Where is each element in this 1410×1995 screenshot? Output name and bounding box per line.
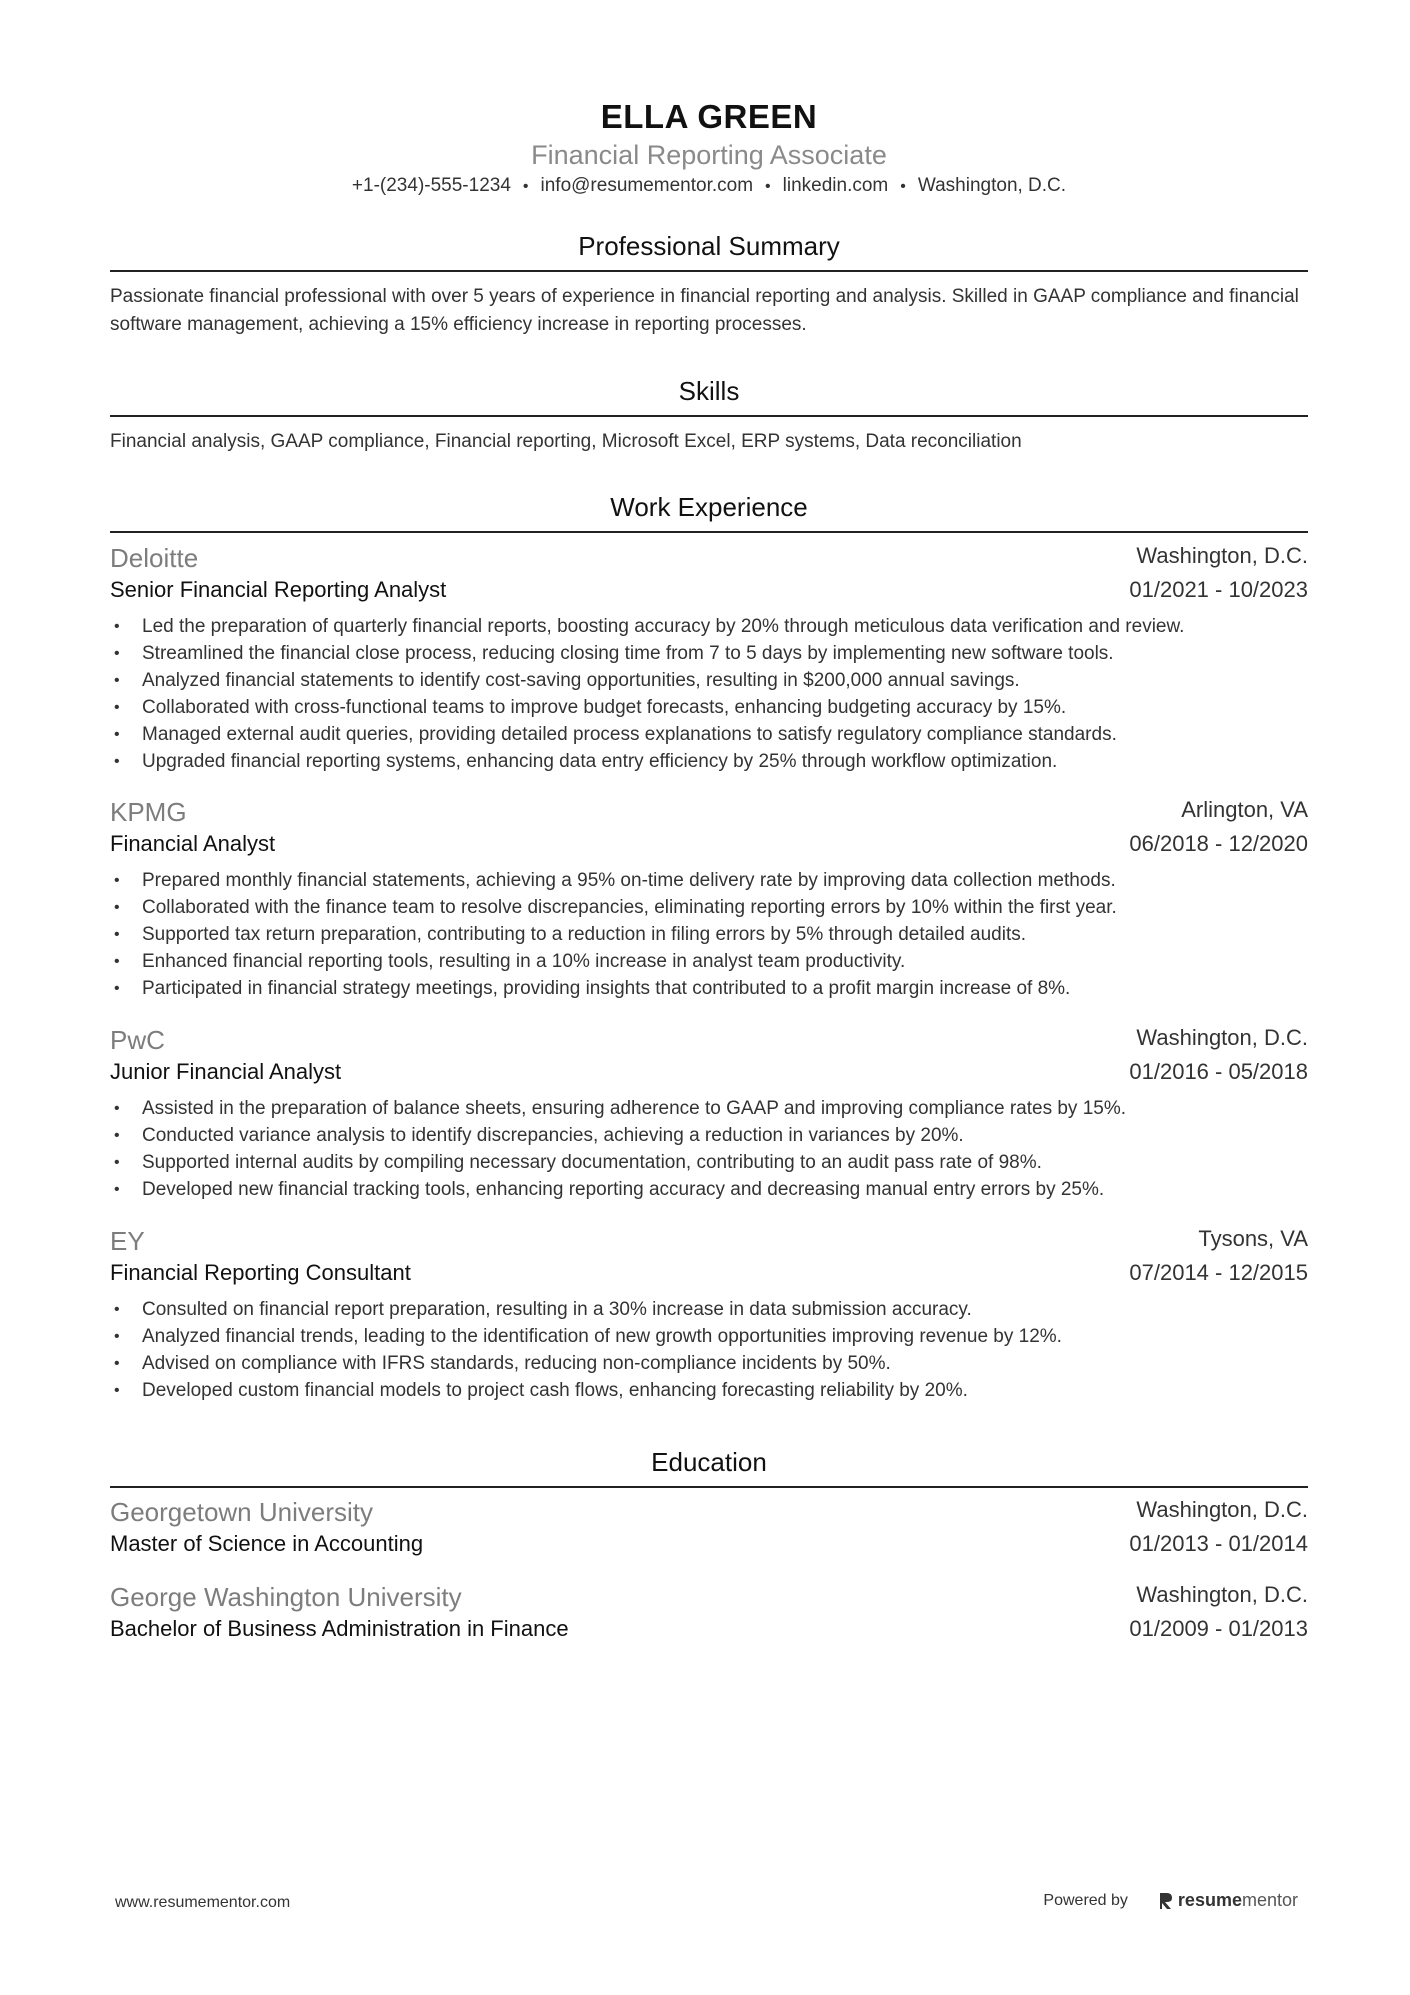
section-title-skills: Skills — [678, 376, 740, 406]
job-company: EY — [110, 1226, 145, 1256]
resumementor-logo[interactable] — [1158, 1890, 1298, 1911]
footer-powered-by — [1043, 1890, 1298, 1911]
logo-text-light: mentor — [1241, 1890, 1298, 1910]
job-entry — [110, 797, 1308, 1002]
job-dates: 01/2021 - 10/2023 — [1129, 577, 1308, 602]
degree-name: Master of Science in Accounting — [110, 1531, 424, 1556]
education-dates: 01/2013 - 01/2014 — [1129, 1531, 1308, 1556]
skills-text: Financial analysis, GAAP compliance, Financial reporting, Microsoft Excel, ERP systems, Data reconciliation — [110, 431, 1022, 452]
bullet-item: • Analyzed financial trends, leading to the identification of new growth opportunities improving revenue by 12%. — [110, 1323, 1308, 1350]
job-bullets — [110, 1095, 1308, 1203]
job-location: Washington, D.C. — [1136, 1025, 1308, 1050]
summary-text: Passionate financial professional with over 5 years of experience in financial reporting and analysis. Skilled in GAAP compliance and financial software management, achieving a 15% efficiency increase in reporting processes. — [110, 286, 1299, 335]
resumementor-logo-icon — [1158, 1891, 1174, 1911]
candidate-name: ELLA GREEN — [600, 98, 818, 135]
bullet-item: • Developed custom financial models to project cash flows, enhancing forecasting reliability by 20%. — [110, 1377, 1308, 1404]
contact-location: Washington, D.C. — [917, 175, 1067, 196]
bullet-item: • Consulted on financial report preparation, resulting in a 30% increase in data submission accuracy. — [110, 1296, 1308, 1323]
logo-text-bold: resume — [1177, 1890, 1242, 1910]
contact-email[interactable]: info@resumementor.com — [540, 175, 754, 196]
powered-by-label: Powered by — [1043, 1891, 1128, 1909]
job-company: KPMG — [110, 797, 187, 827]
job-dates: 01/2016 - 05/2018 — [1129, 1059, 1308, 1084]
job-entry — [110, 543, 1308, 775]
bullet-item: • Developed new financial tracking tools, enhancing reporting accuracy and decreasing manual entry errors by 25%. — [110, 1176, 1308, 1203]
contact-line — [110, 175, 1308, 197]
bullet-item: • Supported tax return preparation, contributing to a reduction in filing errors by 5% through detailed audits. — [110, 921, 1308, 948]
job-title: Financial Analyst — [110, 831, 276, 856]
bullet-item: • Streamlined the financial close process, reducing closing time from 7 to 5 days by implementing new software tools. — [110, 640, 1308, 667]
separator-dot: • — [900, 178, 906, 195]
education-dates: 01/2009 - 01/2013 — [1129, 1616, 1308, 1641]
education-entry — [110, 1582, 1308, 1650]
bullet-item: • Analyzed financial statements to identify cost-saving opportunities, resulting in $200,000 annual savings. — [110, 667, 1308, 694]
section-title-education: Education — [651, 1447, 767, 1477]
job-dates: 07/2014 - 12/2015 — [1129, 1260, 1308, 1285]
separator-dot: • — [765, 178, 771, 195]
bullet-item: • Upgraded financial reporting systems, enhancing data entry efficiency by 25% through workflow optimization. — [110, 748, 1308, 775]
job-company: PwC — [110, 1025, 165, 1055]
bullet-item: • Led the preparation of quarterly financial reports, boosting accuracy by 20% through meticulous data verification and review. — [110, 613, 1308, 640]
bullet-item: • Supported internal audits by compiling necessary documentation, contributing to an audit pass rate of 98%. — [110, 1149, 1308, 1176]
job-location: Washington, D.C. — [1136, 543, 1308, 568]
school-name: Georgetown University — [110, 1497, 373, 1527]
job-entry — [110, 1226, 1308, 1404]
job-location: Arlington, VA — [1181, 797, 1308, 822]
bullet-item: • Advised on compliance with IFRS standards, reducing non-compliance incidents by 50%. — [110, 1350, 1308, 1377]
contact-linkedin[interactable]: linkedin.com — [782, 175, 889, 196]
job-bullets — [110, 1296, 1308, 1404]
job-title: Financial Reporting Consultant — [110, 1260, 411, 1285]
school-name: George Washington University — [110, 1582, 462, 1612]
footer-website-link[interactable]: www.resumementor.com — [115, 1894, 291, 1911]
job-bullets — [110, 867, 1308, 1002]
bullet-item: • Managed external audit queries, providing detailed process explanations to satisfy regulatory compliance standards. — [110, 721, 1308, 748]
job-bullets — [110, 613, 1308, 775]
section-title-summary: Professional Summary — [578, 231, 840, 261]
section-divider — [110, 531, 1308, 533]
bullet-item: • Collaborated with cross-functional teams to improve budget forecasts, enhancing budgeting accuracy by 15%. — [110, 694, 1308, 721]
bullet-item: • Conducted variance analysis to identify discrepancies, achieving a reduction in variances by 20%. — [110, 1122, 1308, 1149]
section-title-experience: Work Experience — [610, 492, 808, 522]
job-location: Tysons, VA — [1198, 1226, 1308, 1251]
bullet-item: • Enhanced financial reporting tools, resulting in a 10% increase in analyst team productivity. — [110, 948, 1308, 975]
candidate-role: Financial Reporting Associate — [531, 140, 887, 170]
job-company: Deloitte — [110, 543, 199, 573]
education-entry — [110, 1497, 1308, 1565]
job-entry — [110, 1025, 1308, 1203]
separator-dot: • — [522, 178, 529, 195]
section-divider — [110, 415, 1308, 417]
bullet-item: • Collaborated with the finance team to resolve discrepancies, eliminating reporting errors by 10% within the first year. — [110, 894, 1308, 921]
school-location: Washington, D.C. — [1136, 1582, 1308, 1607]
school-location: Washington, D.C. — [1136, 1497, 1308, 1522]
bullet-item: • Participated in financial strategy meetings, providing insights that contributed to a profit margin increase of 8%. — [110, 975, 1308, 1002]
bullet-item: • Prepared monthly financial statements, achieving a 95% on-time delivery rate by improving data collection methods. — [110, 867, 1308, 894]
bullet-item: • Assisted in the preparation of balance sheets, ensuring adherence to GAAP and improving compliance rates by 15%. — [110, 1095, 1308, 1122]
job-title: Senior Financial Reporting Analyst — [110, 577, 447, 602]
contact-phone: +1-(234)-555-1234 — [351, 175, 511, 196]
job-dates: 06/2018 - 12/2020 — [1129, 831, 1308, 856]
section-divider — [110, 270, 1308, 272]
section-divider — [110, 1486, 1308, 1488]
degree-name: Bachelor of Business Administration in Finance — [110, 1616, 569, 1641]
job-title: Junior Financial Analyst — [110, 1059, 342, 1084]
